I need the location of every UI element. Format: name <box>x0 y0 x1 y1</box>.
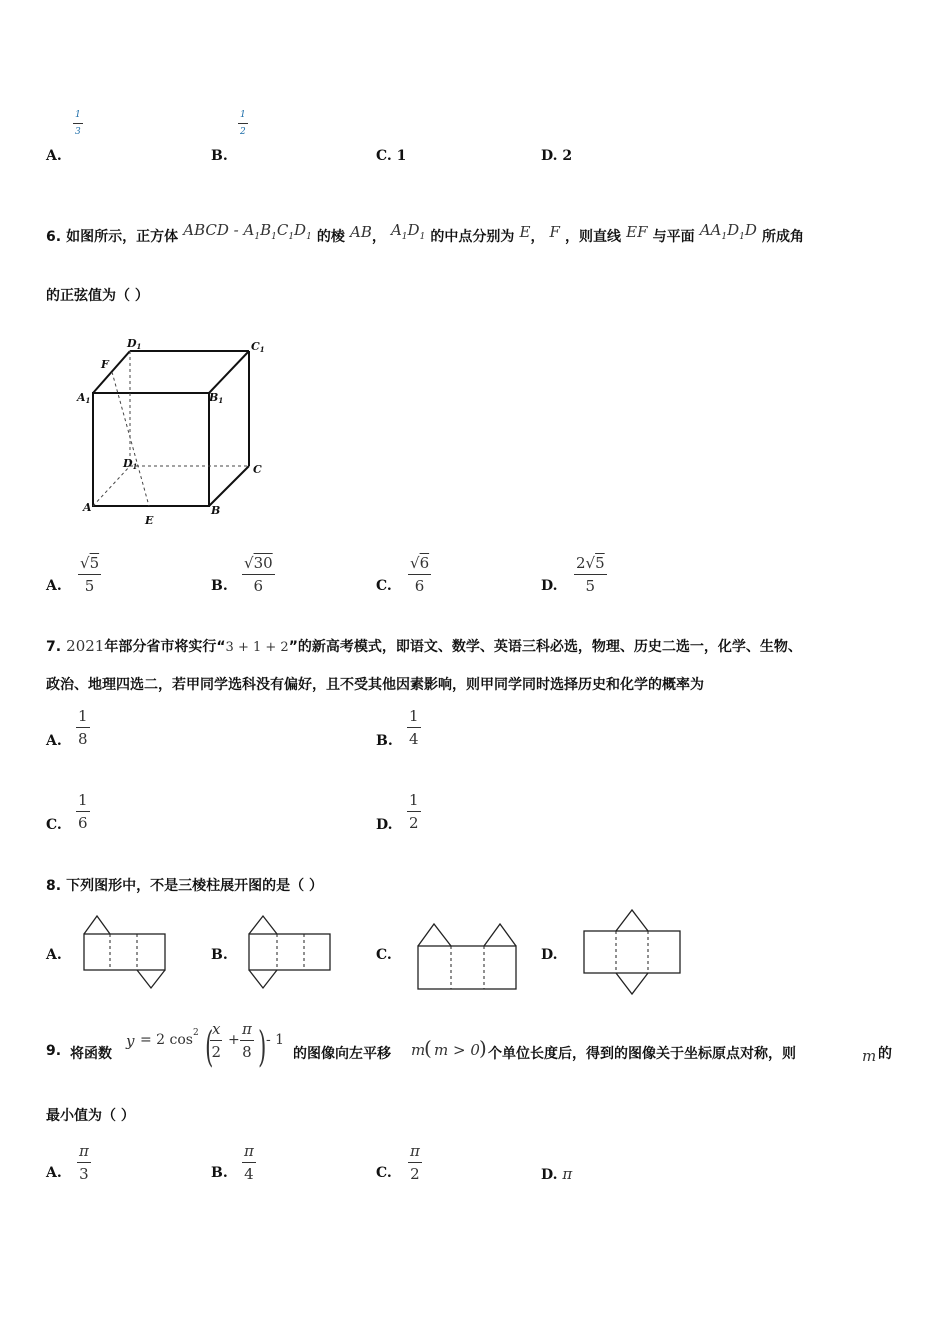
q6-option-c-fraction: √6 6 <box>410 554 430 595</box>
q6-option-d[interactable]: D. <box>541 578 558 594</box>
q8-option-a[interactable]: A. <box>46 947 62 963</box>
q8-net-c-figure <box>415 920 521 994</box>
q8-option-d[interactable]: D. <box>541 947 558 963</box>
label-c1: C1 <box>251 340 265 354</box>
q6-option-b-fraction: √30 6 <box>244 554 273 595</box>
q7-number: 7. <box>46 639 62 655</box>
q8-option-b[interactable]: B. <box>211 947 228 963</box>
q8-net-b-figure <box>246 912 336 992</box>
q9-option-a[interactable]: A. <box>46 1165 62 1181</box>
q5-option-a[interactable]: A. <box>46 148 62 164</box>
cube-hidden-edge-ad <box>93 466 130 506</box>
q6-cube-figure <box>70 330 290 530</box>
q6-option-b[interactable]: B. <box>211 578 228 594</box>
q7-option-c[interactable]: C. <box>46 817 62 833</box>
q7-option-a-fraction: 1 8 <box>78 707 88 748</box>
q9-option-c[interactable]: C. <box>376 1165 392 1181</box>
q9-option-b-fraction: π 4 <box>244 1142 254 1183</box>
q9-option-a-fraction: π 3 <box>79 1142 89 1183</box>
q5-option-a-fraction: 1 3 <box>75 110 81 137</box>
label-a1: A1 <box>77 391 91 405</box>
q9-stem-line2: 最小值为（ ） <box>46 1108 135 1124</box>
q8-stem: 8. 下列图形中，不是三棱柱展开图的是（ ） <box>46 878 324 894</box>
label-f: F <box>101 358 109 371</box>
q8-net-d-figure <box>580 906 686 998</box>
q7-option-b[interactable]: B. <box>376 733 393 749</box>
q6-option-c[interactable]: C. <box>376 578 392 594</box>
q9-number: 9. <box>46 1043 62 1059</box>
q6-option-a[interactable]: A. <box>46 578 62 594</box>
label-a: A <box>83 501 92 514</box>
label-d1: D1 <box>127 337 142 351</box>
q9-option-b[interactable]: B. <box>211 1165 228 1181</box>
q7-option-d[interactable]: D. <box>376 817 393 833</box>
label-d1-hidden: D1 <box>123 457 138 471</box>
label-c: C <box>253 463 262 476</box>
label-b1: B1 <box>209 391 224 405</box>
q5-option-b[interactable]: B. <box>211 148 228 164</box>
q8-number: 8. <box>46 878 62 894</box>
label-e: E <box>145 514 154 527</box>
q7-stem-line1: 7. 2021年部分省市将实行“3 + 1 + 2”的新高考模式，即语文、数学、英语三科必选，物理、历史二选一，化学、生物、 <box>46 637 802 655</box>
q7-option-d-fraction: 1 2 <box>409 791 419 832</box>
q6-option-a-fraction: √5 5 <box>80 554 100 595</box>
q5-option-d[interactable]: D. 2 <box>541 148 573 164</box>
q7-stem-line2: 政治、地理四选二，若甲同学选科没有偏好，且不受其他因素影响，则甲同学同时选择历史和化学的概率为 <box>46 677 704 693</box>
label-b: B <box>211 504 221 517</box>
q5-option-b-fraction: 1 2 <box>240 110 246 137</box>
q7-option-a[interactable]: A. <box>46 733 62 749</box>
q6-stem-line1: 6. 如图所示，正方体 ABCD - $A_1B_1C_1D_1$ 的棱 AB， $A_1D_1$ 的中点分别为 E， F ，则直线 EF 与平面 $AA_1D_1D$ 所成角 <box>46 221 804 245</box>
q6-stem-line2: 的正弦值为（ ） <box>46 288 149 304</box>
q7-option-b-fraction: 1 4 <box>409 707 419 748</box>
cube-front-face <box>93 393 209 506</box>
q6-number: 6. <box>46 229 62 245</box>
q8-option-c[interactable]: C. <box>376 947 392 963</box>
q5-option-c[interactable]: C. 1 <box>376 148 407 164</box>
q8-net-a-figure <box>82 912 170 992</box>
q9-option-d[interactable]: D. π <box>541 1165 573 1183</box>
q6-option-d-fraction: 2√5 5 <box>576 554 605 595</box>
q7-option-c-fraction: 1 6 <box>78 791 88 832</box>
q9-option-c-fraction: π 2 <box>410 1142 420 1183</box>
